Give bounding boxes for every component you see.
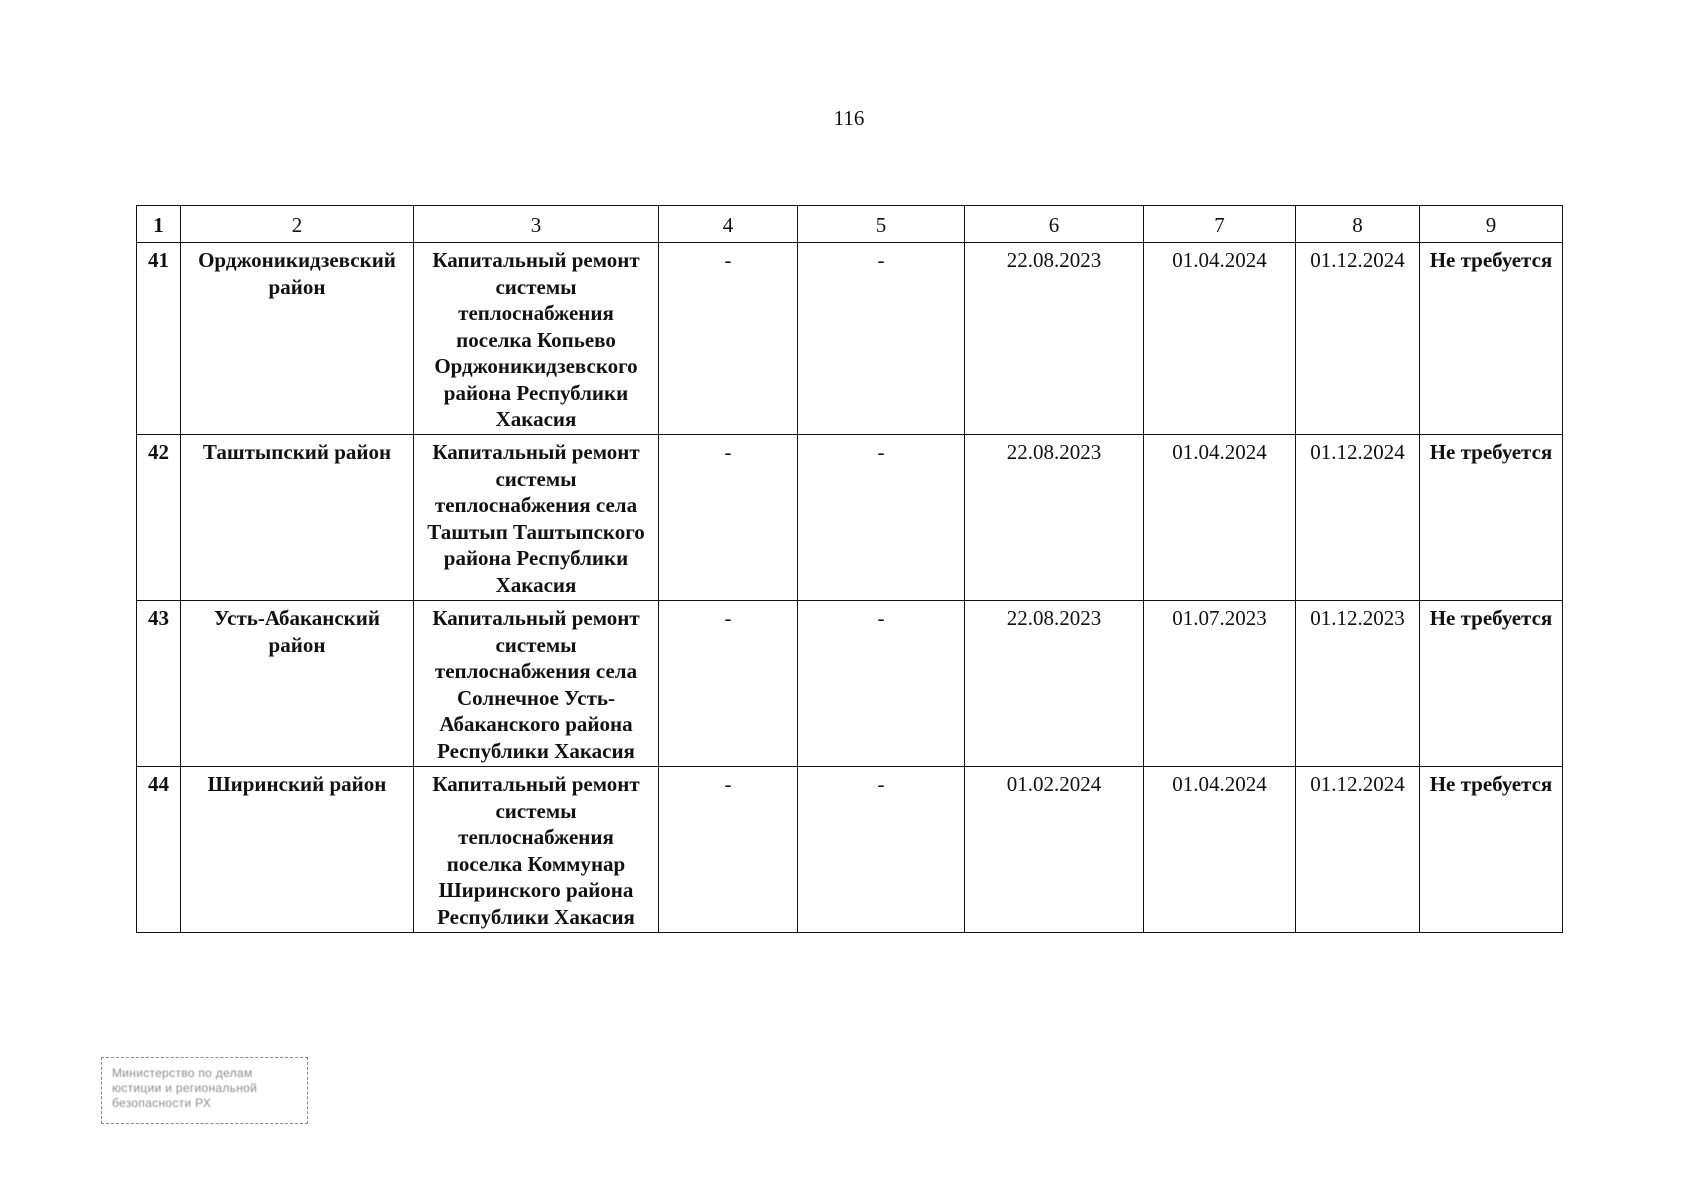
table-row xyxy=(137,243,1563,435)
program-table xyxy=(136,205,1563,933)
header-row xyxy=(137,206,1563,243)
table-body xyxy=(137,243,1563,933)
column-7-date: 01.04.2024 xyxy=(1144,435,1296,601)
header-cell-4: 4 xyxy=(659,206,798,243)
column-6-date: 22.08.2023 xyxy=(965,243,1144,435)
stamp-line: безопасности РХ xyxy=(112,1096,212,1110)
stamp-line: Министерство по делам xyxy=(112,1066,253,1080)
header-cell-7: 7 xyxy=(1144,206,1296,243)
row-number: 43 xyxy=(137,601,181,767)
column-6-date: 22.08.2023 xyxy=(965,601,1144,767)
district-name: Усть-Абаканский район xyxy=(181,601,414,767)
table-row xyxy=(137,767,1563,933)
column-9-status: Не требуется xyxy=(1420,435,1563,601)
header-cell-9: 9 xyxy=(1420,206,1563,243)
column-9-status: Не требуется xyxy=(1420,243,1563,435)
table-header xyxy=(137,206,1563,243)
table-row xyxy=(137,435,1563,601)
column-6-date: 01.02.2024 xyxy=(965,767,1144,933)
column-7-date: 01.07.2023 xyxy=(1144,601,1296,767)
column-4-value: - xyxy=(659,243,798,435)
column-7-date: 01.04.2024 xyxy=(1144,243,1296,435)
column-4-value: - xyxy=(659,601,798,767)
column-5-value: - xyxy=(798,601,965,767)
header-cell-2: 2 xyxy=(181,206,414,243)
row-number: 44 xyxy=(137,767,181,933)
district-name: Таштыпский район xyxy=(181,435,414,601)
column-8-date: 01.12.2024 xyxy=(1296,435,1420,601)
project-description: Капитальный ремонт системы теплоснабжения поселка Коммунар Ширинского района Республики Хакасия xyxy=(414,767,659,933)
header-cell-5: 5 xyxy=(798,206,965,243)
column-4-value: - xyxy=(659,435,798,601)
column-5-value: - xyxy=(798,767,965,933)
district-name: Орджоникидзевский район xyxy=(181,243,414,435)
column-8-date: 01.12.2023 xyxy=(1296,601,1420,767)
project-description: Капитальный ремонт системы теплоснабжения села Солнечное Усть-Абаканского района Республики Хакасия xyxy=(414,601,659,767)
registration-stamp xyxy=(101,1057,308,1124)
table-row xyxy=(137,601,1563,767)
project-description: Капитальный ремонт системы теплоснабжения поселка Копьево Орджоникидзевского района Республики Хакасия xyxy=(414,243,659,435)
column-5-value: - xyxy=(798,243,965,435)
column-4-value: - xyxy=(659,767,798,933)
row-number: 42 xyxy=(137,435,181,601)
row-number: 41 xyxy=(137,243,181,435)
header-cell-1: 1 xyxy=(137,206,181,243)
header-cell-8: 8 xyxy=(1296,206,1420,243)
page-number: 116 xyxy=(833,106,865,130)
column-8-date: 01.12.2024 xyxy=(1296,767,1420,933)
column-9-status: Не требуется xyxy=(1420,601,1563,767)
district-name: Ширинский район xyxy=(181,767,414,933)
column-6-date: 22.08.2023 xyxy=(965,435,1144,601)
column-8-date: 01.12.2024 xyxy=(1296,243,1420,435)
header-cell-3: 3 xyxy=(414,206,659,243)
column-5-value: - xyxy=(798,435,965,601)
stamp-line: юстиции и региональной xyxy=(112,1081,258,1095)
project-description: Капитальный ремонт системы теплоснабжения села Таштып Таштыпского района Республики Хакасия xyxy=(414,435,659,601)
column-7-date: 01.04.2024 xyxy=(1144,767,1296,933)
header-cell-6: 6 xyxy=(965,206,1144,243)
column-9-status: Не требуется xyxy=(1420,767,1563,933)
